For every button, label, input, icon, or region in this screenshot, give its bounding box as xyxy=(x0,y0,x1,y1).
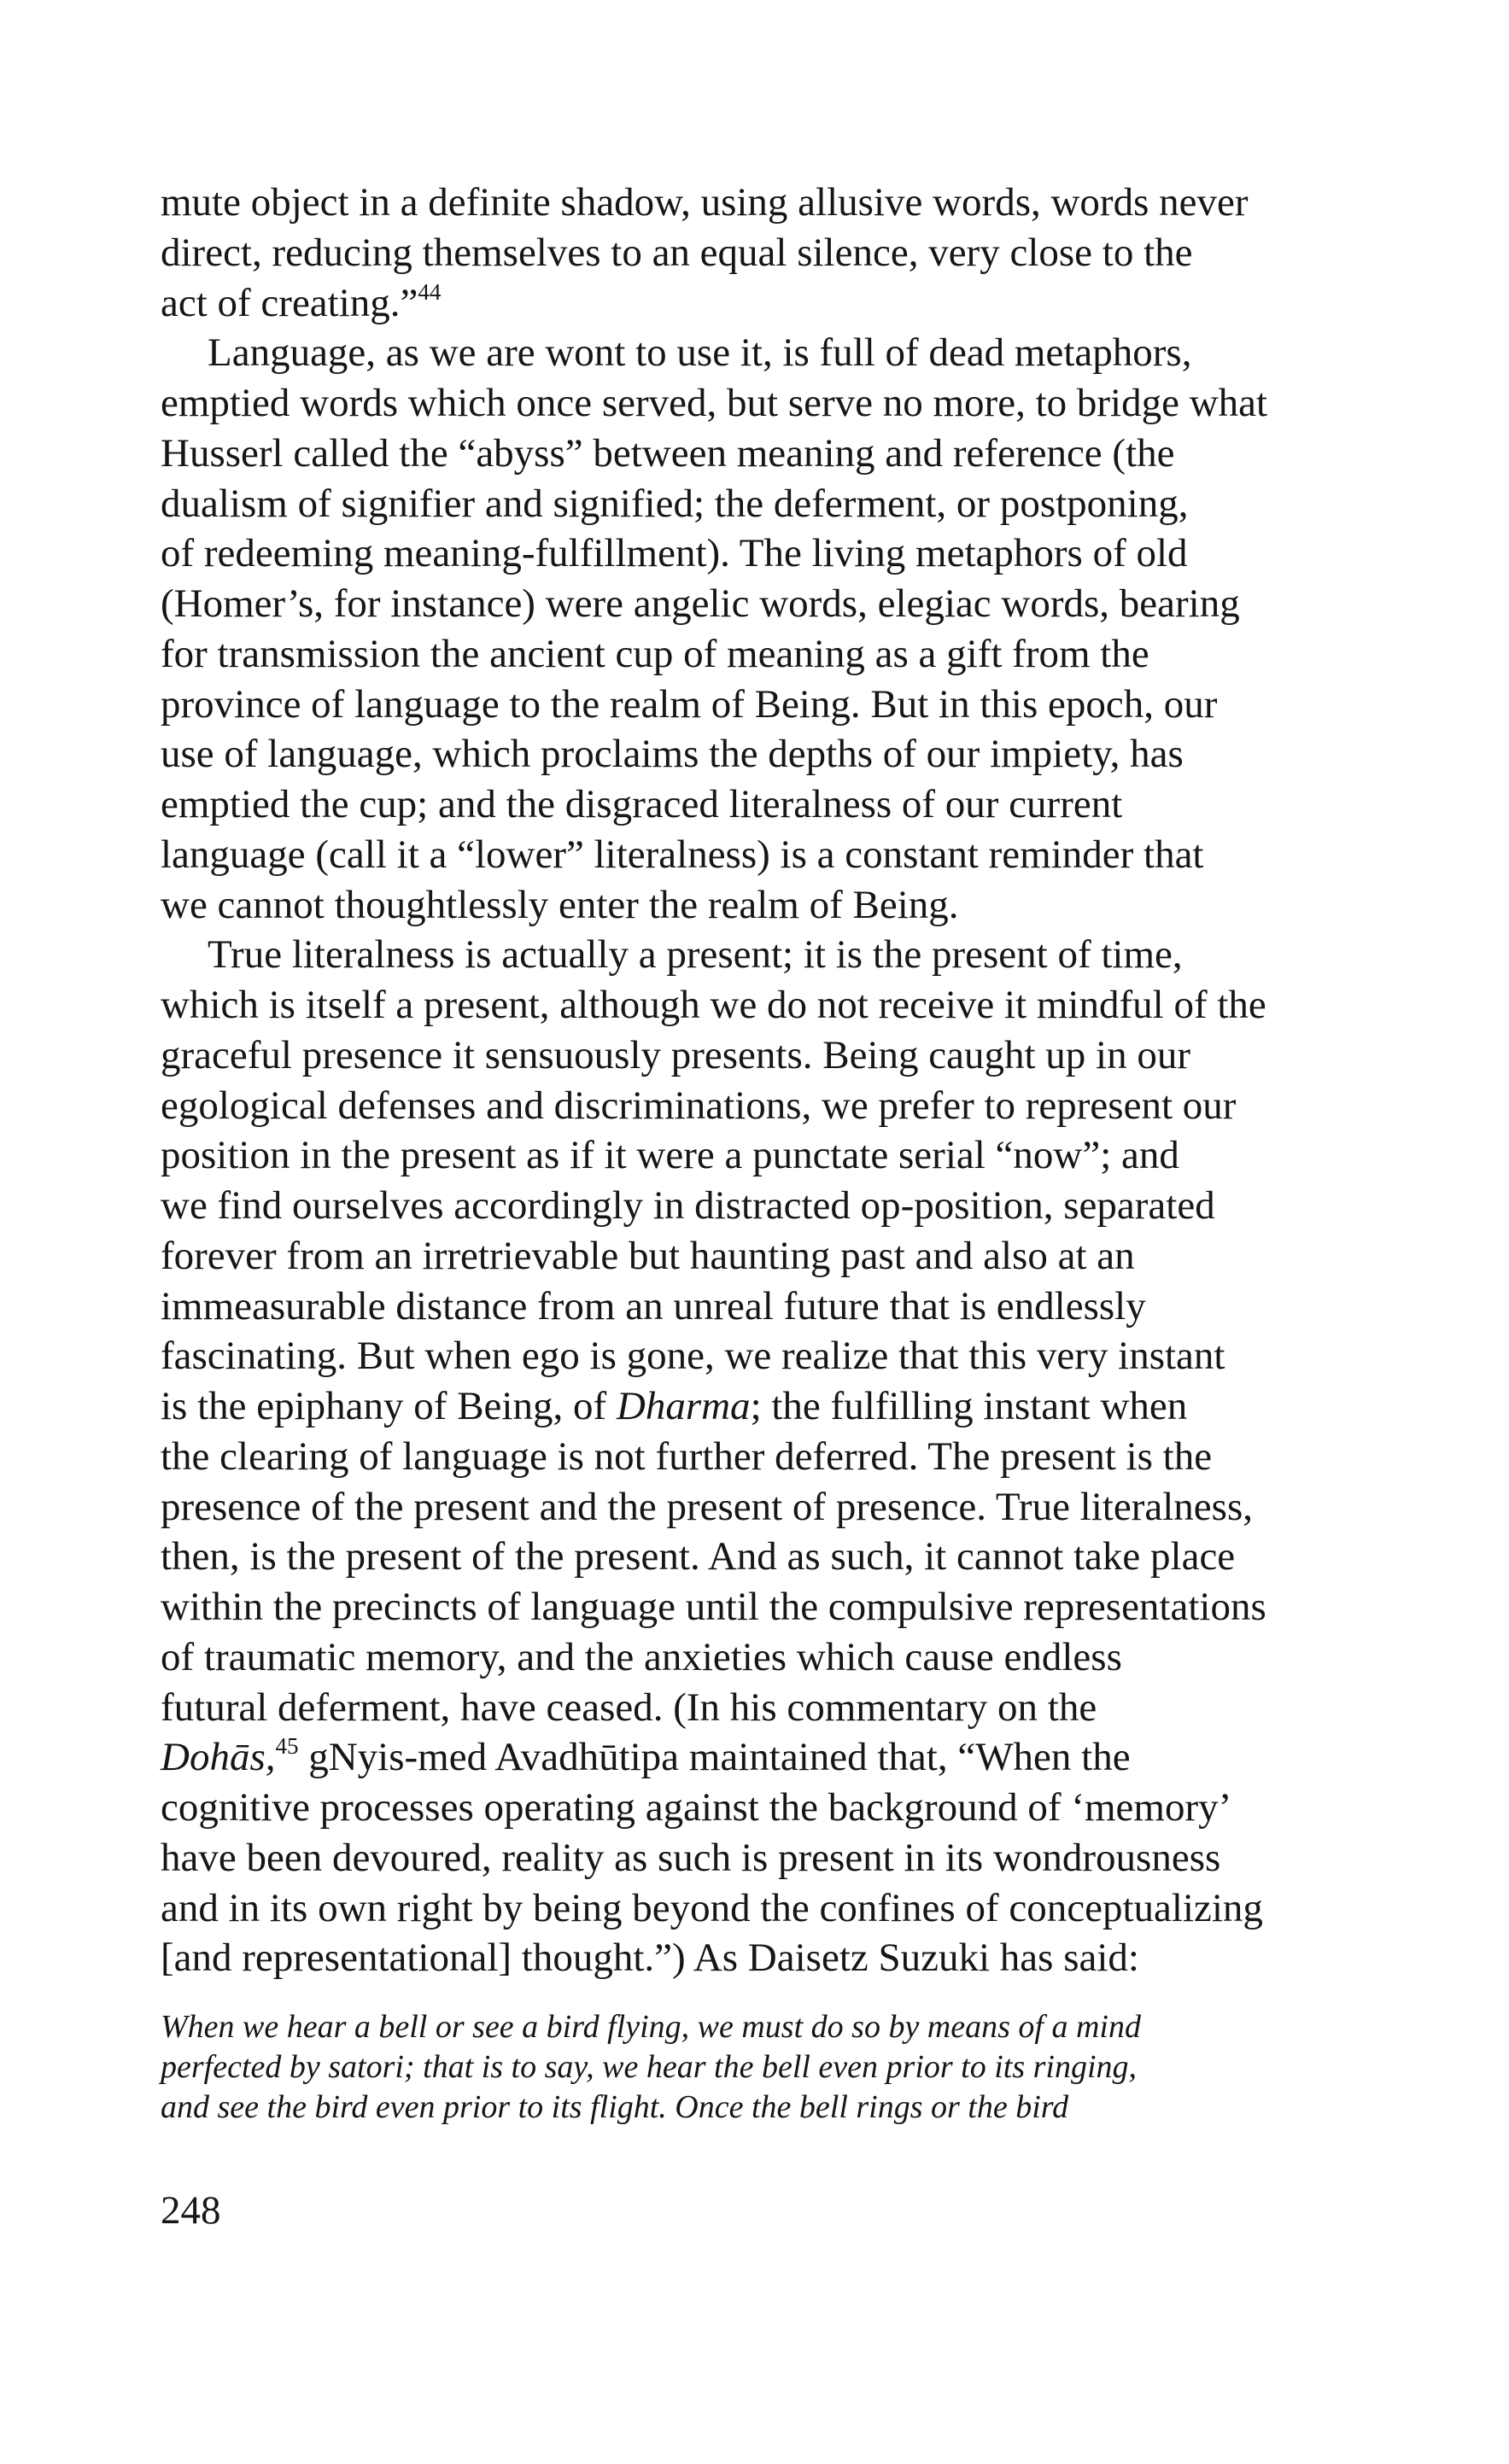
text-line: fascinating. But when ego is gone, we realize that this very instant xyxy=(161,1334,1225,1379)
text-line: we find ourselves accordingly in distracted op-position, separated xyxy=(161,1183,1215,1228)
text-line: which is itself a present, although we do not receive it mindful of the xyxy=(161,983,1266,1027)
dharma-word: Dharma xyxy=(616,1384,751,1428)
dohas-word: Dohās, xyxy=(161,1735,276,1780)
text-line: Husserl called the “abyss” between meaning and reference (the xyxy=(161,430,1175,476)
text-line: Language, as we are wont to use it, is full of dead metaphors, xyxy=(208,330,1192,376)
page-number: 248 xyxy=(161,2188,221,2233)
text-segment: is the epiphany of Being, of xyxy=(161,1384,617,1428)
text-line: presence of the present and the present of presence. True literalness, xyxy=(161,1484,1253,1529)
text-line xyxy=(161,1732,1356,1783)
text-line: and in its own right by being beyond the confines of conceptualizing xyxy=(161,1885,1263,1930)
text-segment: gNyis-med Avadhūtipa maintained that, “When the xyxy=(298,1735,1131,1780)
text-line xyxy=(161,1381,1356,1432)
book-page xyxy=(161,178,1356,2235)
text-line: then, is the present of the present. And as such, it cannot take place xyxy=(161,1534,1236,1579)
quote-line: and see the bird even prior to its flight. Once the bell rings or the bird xyxy=(161,2089,1069,2125)
text-line: for transmission the ancient cup of meaning as a gift from the xyxy=(161,631,1149,676)
text-line: immeasurable distance from an unreal future that is endlessly xyxy=(161,1283,1146,1328)
text-line: futural deferment, have ceased. (In his commentary on the xyxy=(161,1685,1097,1730)
text-line: emptied the cup; and the disgraced literalness of our current xyxy=(161,782,1123,826)
text-line: within the precincts of language until the compulsive representations xyxy=(161,1585,1266,1629)
text-line: (Homer’s, for instance) were angelic words, elegiac words, bearing xyxy=(161,581,1240,626)
text-line: emptied words which once served, but serve no more, to bridge what xyxy=(161,381,1268,425)
text-line: direct, reducing themselves to an equal silence, very close to the xyxy=(161,230,1193,275)
text-line: the clearing of language is not further deferred. The present is the xyxy=(161,1433,1213,1479)
text-line: of traumatic memory, and the anxieties which cause endless xyxy=(161,1634,1122,1679)
block-quote xyxy=(161,2007,1356,2128)
text-line: of redeeming meaning-fulfillment). The living metaphors of old xyxy=(161,531,1188,576)
text-line: use of language, which proclaims the depths of our impiety, has xyxy=(161,732,1184,777)
text-line: we cannot thoughtlessly enter the realm of Being. xyxy=(161,882,959,927)
quote-line: perfected by satori; that is to say, we hear the bell even prior to its ringing, xyxy=(161,2049,1138,2085)
text-line: position in the present as if it were a punctate serial “now”; and xyxy=(161,1133,1179,1178)
text-line: cognitive processes operating against the background of ‘memory’ xyxy=(161,1785,1232,1830)
text-line: True literalness is actually a present; it is the present of time, xyxy=(208,932,1183,978)
paragraph-3 xyxy=(161,930,1356,1983)
paragraph-2 xyxy=(161,328,1356,930)
text-line: forever from an irretrievable but haunting past and also at an xyxy=(161,1233,1135,1278)
footnote-marker-45: 45 xyxy=(275,1733,299,1760)
text-segment: act of creating.” xyxy=(161,280,418,325)
text-line: have been devoured, reality as such is present in its wondrousness xyxy=(161,1835,1221,1880)
text-line: dualism of signifier and signified; the deferment, or postponing, xyxy=(161,481,1189,526)
text-line: language (call it a “lower” literalness) is a constant reminder that xyxy=(161,832,1204,877)
paragraph-1 xyxy=(161,178,1356,328)
text-line: [and representational] thought.”) As Daisetz Suzuki has said: xyxy=(161,1936,1139,1981)
text-line: mute object in a definite shadow, using allusive words, words never xyxy=(161,180,1249,225)
text-line xyxy=(161,278,1356,329)
text-segment: ; the fulfilling instant when xyxy=(750,1384,1188,1428)
text-line: province of language to the realm of Being. But in this epoch, our xyxy=(161,681,1218,727)
footnote-marker-44: 44 xyxy=(418,278,442,305)
text-line: graceful presence it sensuously presents. Being caught up in our xyxy=(161,1032,1191,1077)
text-line: egological defenses and discriminations, we prefer to represent our xyxy=(161,1083,1237,1128)
quote-line: When we hear a bell or see a bird flying, we must do so by means of a mind xyxy=(161,2009,1141,2045)
